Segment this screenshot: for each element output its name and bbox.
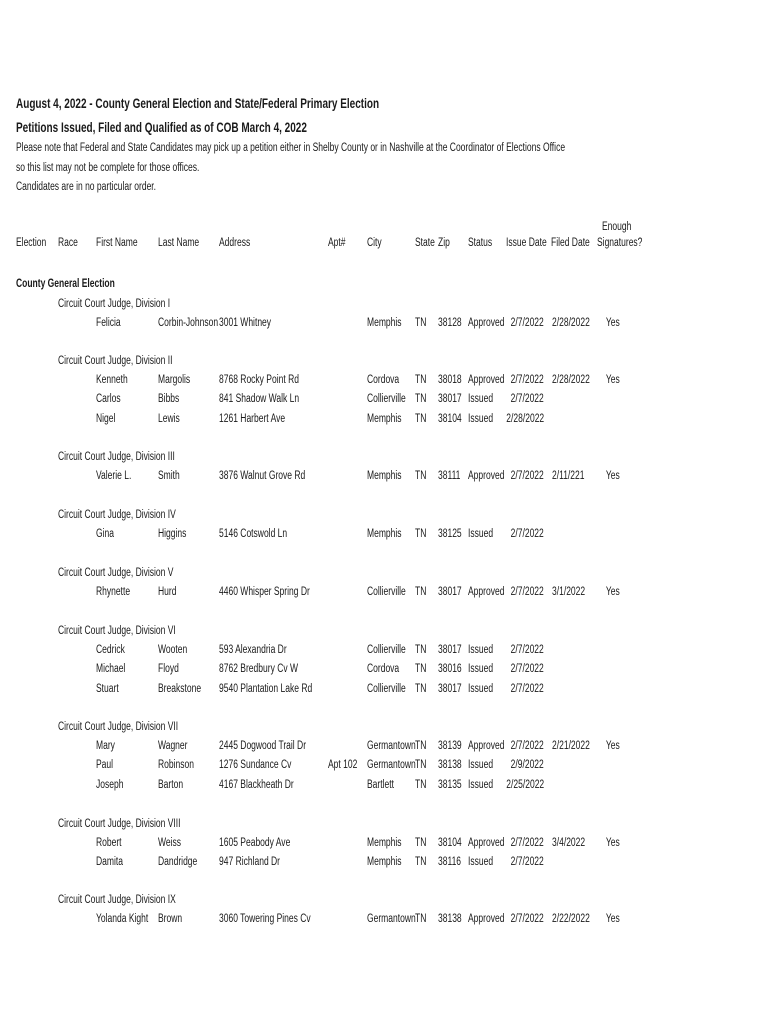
cell-state: TN — [415, 393, 427, 405]
cell-first-name: Kenneth — [96, 373, 128, 386]
header-apt: Apt# — [328, 237, 346, 249]
cell-zip: 38018 — [438, 373, 462, 386]
cell-city: Memphis — [367, 469, 402, 482]
cell-state: TN — [415, 759, 427, 771]
cell-address: 4460 Whisper Spring Dr — [219, 585, 310, 598]
cell-city: Memphis — [367, 412, 402, 425]
cell-last-name: Floyd — [158, 663, 179, 675]
cell-last-name: Robinson — [158, 759, 194, 771]
cell-zip: 38139 — [438, 739, 462, 752]
cell-city: Germantown — [367, 759, 416, 771]
cell-status: Approved — [468, 316, 505, 329]
cell-address: 1276 Sundance Cv — [219, 759, 292, 771]
cell-issue-date: 2/7/2022 — [510, 682, 544, 695]
cell-issue-date: 2/7/2022 — [510, 739, 544, 752]
cell-city: Bartlett — [367, 778, 394, 791]
cell-last-name: Brown — [158, 912, 183, 925]
cell-last-name: Lewis — [158, 412, 180, 425]
cell-status: Issued — [468, 778, 494, 791]
cell-state: TN — [415, 316, 427, 329]
cell-zip: 38138 — [438, 912, 462, 925]
race-heading: Circuit Court Judge, Division I — [58, 298, 171, 310]
cell-status: Approved — [468, 912, 505, 925]
race-heading: Circuit Court Judge, Division VII — [58, 721, 179, 733]
cell-filed-date: 3/4/2022 — [552, 836, 586, 849]
cell-address: 841 Shadow Walk Ln — [219, 393, 300, 405]
cell-zip: 38017 — [438, 585, 462, 598]
cell-state: TN — [415, 527, 427, 540]
section-county-general-election: County General Election — [16, 278, 115, 290]
cell-address: 8768 Rocky Point Rd — [219, 373, 299, 386]
cell-status: Issued — [468, 412, 494, 425]
note-line-3: Candidates are in no particular order. — [16, 181, 157, 193]
cell-last-name: Smith — [158, 469, 180, 482]
cell-last-name: Margolis — [158, 373, 191, 386]
cell-zip: 38017 — [438, 393, 462, 405]
cell-issue-date: 2/7/2022 — [510, 373, 544, 386]
header-zip: Zip — [438, 237, 450, 249]
cell-enough-signatures: Yes — [606, 912, 620, 925]
cell-last-name: Corbin-Johnson — [158, 316, 219, 329]
cell-first-name: Carlos — [96, 393, 121, 405]
cell-state: TN — [415, 778, 427, 791]
cell-issue-date: 2/7/2022 — [510, 912, 544, 925]
cell-state: TN — [415, 469, 427, 482]
header-enough-line1: Enough — [602, 221, 632, 233]
cell-status: Issued — [468, 393, 494, 405]
cell-last-name: Bibbs — [158, 393, 180, 405]
cell-first-name: Damita — [96, 856, 123, 868]
cell-issue-date: 2/7/2022 — [510, 316, 544, 329]
cell-enough-signatures: Yes — [606, 739, 620, 752]
cell-zip: 38125 — [438, 527, 462, 540]
cell-zip: 38128 — [438, 316, 462, 329]
cell-address: 3001 Whitney — [219, 316, 272, 329]
cell-zip: 38104 — [438, 836, 462, 849]
race-heading: Circuit Court Judge, Division III — [58, 451, 175, 463]
cell-first-name: Stuart — [96, 682, 119, 695]
cell-state: TN — [415, 643, 427, 656]
header-address: Address — [219, 237, 251, 249]
cell-city: Germantown — [367, 912, 416, 925]
cell-first-name: Robert — [96, 836, 122, 849]
race-heading: Circuit Court Judge, Division VI — [58, 625, 176, 637]
cell-filed-date: 2/22/2022 — [552, 912, 590, 925]
header-enough-line2: Signatures? — [597, 237, 643, 249]
cell-status: Issued — [468, 856, 494, 868]
cell-status: Approved — [468, 836, 505, 849]
race-heading: Circuit Court Judge, Division II — [58, 355, 173, 367]
cell-status: Issued — [468, 663, 494, 675]
cell-state: TN — [415, 912, 427, 925]
cell-state: TN — [415, 412, 427, 425]
cell-issue-date: 2/7/2022 — [510, 527, 544, 540]
cell-first-name: Michael — [96, 663, 126, 675]
header-last-name: Last Name — [158, 237, 200, 249]
cell-first-name: Nigel — [96, 412, 116, 425]
cell-first-name: Gina — [96, 527, 114, 540]
cell-issue-date: 2/7/2022 — [510, 643, 544, 656]
cell-zip: 38017 — [438, 643, 462, 656]
cell-city: Collierville — [367, 393, 406, 405]
cell-city: Cordova — [367, 663, 400, 675]
cell-enough-signatures: Yes — [606, 316, 620, 329]
cell-status: Issued — [468, 643, 494, 656]
header-state: State — [415, 237, 435, 249]
cell-last-name: Wooten — [158, 643, 188, 656]
cell-last-name: Weiss — [158, 836, 182, 849]
header-status: Status — [468, 237, 493, 249]
cell-issue-date: 2/7/2022 — [510, 836, 544, 849]
race-heading: Circuit Court Judge, Division VIII — [58, 818, 181, 830]
header-issue-date: Issue Date — [506, 237, 547, 249]
cell-filed-date: 2/28/2022 — [552, 373, 590, 386]
header-city: City — [367, 237, 382, 249]
cell-last-name: Wagner — [158, 739, 188, 752]
cell-filed-date: 2/11/221 — [552, 469, 585, 482]
cell-first-name: Valerie L. — [96, 469, 132, 482]
cell-filed-date: 2/21/2022 — [552, 739, 590, 752]
cell-address: 3060 Towering Pines Cv — [219, 912, 311, 925]
cell-city: Collierville — [367, 585, 406, 598]
cell-zip: 38111 — [438, 469, 461, 482]
cell-address: 8762 Bredbury Cv W — [219, 663, 298, 675]
cell-issue-date: 2/7/2022 — [510, 393, 544, 405]
cell-city: Memphis — [367, 527, 402, 540]
cell-first-name: Cedrick — [96, 643, 125, 656]
cell-issue-date: 2/7/2022 — [510, 856, 544, 868]
cell-first-name: Mary — [96, 739, 115, 752]
cell-status: Issued — [468, 527, 494, 540]
cell-city: Memphis — [367, 856, 402, 868]
cell-enough-signatures: Yes — [606, 585, 620, 598]
cell-issue-date: 2/7/2022 — [510, 469, 544, 482]
cell-city: Cordova — [367, 373, 400, 386]
cell-last-name: Breakstone — [158, 682, 202, 695]
cell-address: 2445 Dogwood Trail Dr — [219, 739, 307, 752]
cell-address: 9540 Plantation Lake Rd — [219, 682, 313, 695]
cell-last-name: Hurd — [158, 585, 177, 598]
cell-status: Issued — [468, 682, 494, 695]
cell-first-name: Joseph — [96, 778, 124, 791]
cell-address: 1261 Harbert Ave — [219, 412, 286, 425]
cell-enough-signatures: Yes — [606, 469, 620, 482]
cell-city: Memphis — [367, 316, 402, 329]
cell-last-name: Barton — [158, 778, 184, 791]
cell-address: 4167 Blackheath Dr — [219, 778, 294, 791]
cell-zip: 38135 — [438, 778, 462, 791]
cell-enough-signatures: Yes — [606, 373, 620, 386]
document-subtitle: Petitions Issued, Filed and Qualified as of COB March 4, 2022 — [16, 120, 307, 135]
cell-first-name: Rhynette — [96, 585, 131, 598]
cell-state: TN — [415, 739, 427, 752]
cell-issue-date: 2/28/2022 — [506, 412, 544, 425]
cell-state: TN — [415, 856, 427, 868]
cell-zip: 38017 — [438, 682, 462, 695]
cell-address: 593 Alexandria Dr — [219, 643, 287, 656]
cell-state: TN — [415, 836, 427, 849]
cell-zip: 38138 — [438, 759, 462, 771]
header-filed-date: Filed Date — [551, 237, 590, 249]
race-heading: Circuit Court Judge, Division IV — [58, 509, 176, 521]
cell-city: Memphis — [367, 836, 402, 849]
cell-issue-date: 2/7/2022 — [510, 663, 544, 675]
header-election: Election — [16, 237, 47, 249]
cell-address: 5146 Cotswold Ln — [219, 527, 288, 540]
cell-status: Issued — [468, 759, 494, 771]
cell-last-name: Higgins — [158, 527, 187, 540]
cell-state: TN — [415, 663, 427, 675]
cell-enough-signatures: Yes — [606, 836, 620, 849]
note-line-2: so this list may not be complete for those offices. — [16, 162, 200, 174]
document-title: August 4, 2022 - County General Election and State/Federal Primary Election — [16, 96, 380, 111]
cell-state: TN — [415, 585, 427, 598]
race-heading: Circuit Court Judge, Division V — [58, 567, 174, 579]
header-race: Race — [58, 237, 78, 249]
cell-address: 1605 Peabody Ave — [219, 836, 291, 849]
cell-address: 947 Richland Dr — [219, 856, 281, 868]
cell-first-name: Paul — [96, 759, 114, 771]
header-first-name: First Name — [96, 237, 138, 249]
cell-city: Germantown — [367, 739, 416, 752]
cell-first-name: Felicia — [96, 316, 121, 329]
cell-issue-date: 2/7/2022 — [510, 585, 544, 598]
cell-zip: 38116 — [438, 856, 462, 868]
cell-state: TN — [415, 682, 427, 695]
cell-zip: 38104 — [438, 412, 462, 425]
cell-filed-date: 2/28/2022 — [552, 316, 590, 329]
cell-status: Approved — [468, 739, 505, 752]
cell-status: Approved — [468, 585, 505, 598]
note-line-1: Please note that Federal and State Candidates may pick up a petition either in Shelby County or in Nashville at the Coordinator of Elections Office — [16, 142, 566, 154]
cell-address: 3876 Walnut Grove Rd — [219, 469, 306, 482]
race-heading: Circuit Court Judge, Division IX — [58, 894, 176, 906]
cell-status: Approved — [468, 469, 505, 482]
cell-status: Approved — [468, 373, 505, 386]
cell-apt: Apt 102 — [328, 759, 358, 771]
cell-city: Collierville — [367, 682, 406, 695]
cell-first-name: Yolanda Kight — [96, 912, 149, 925]
cell-filed-date: 3/1/2022 — [552, 585, 586, 598]
cell-last-name: Dandridge — [158, 856, 198, 868]
cell-state: TN — [415, 373, 427, 386]
cell-city: Collierville — [367, 643, 406, 656]
cell-issue-date: 2/25/2022 — [506, 778, 544, 791]
cell-zip: 38016 — [438, 663, 462, 675]
cell-issue-date: 2/9/2022 — [510, 759, 544, 771]
